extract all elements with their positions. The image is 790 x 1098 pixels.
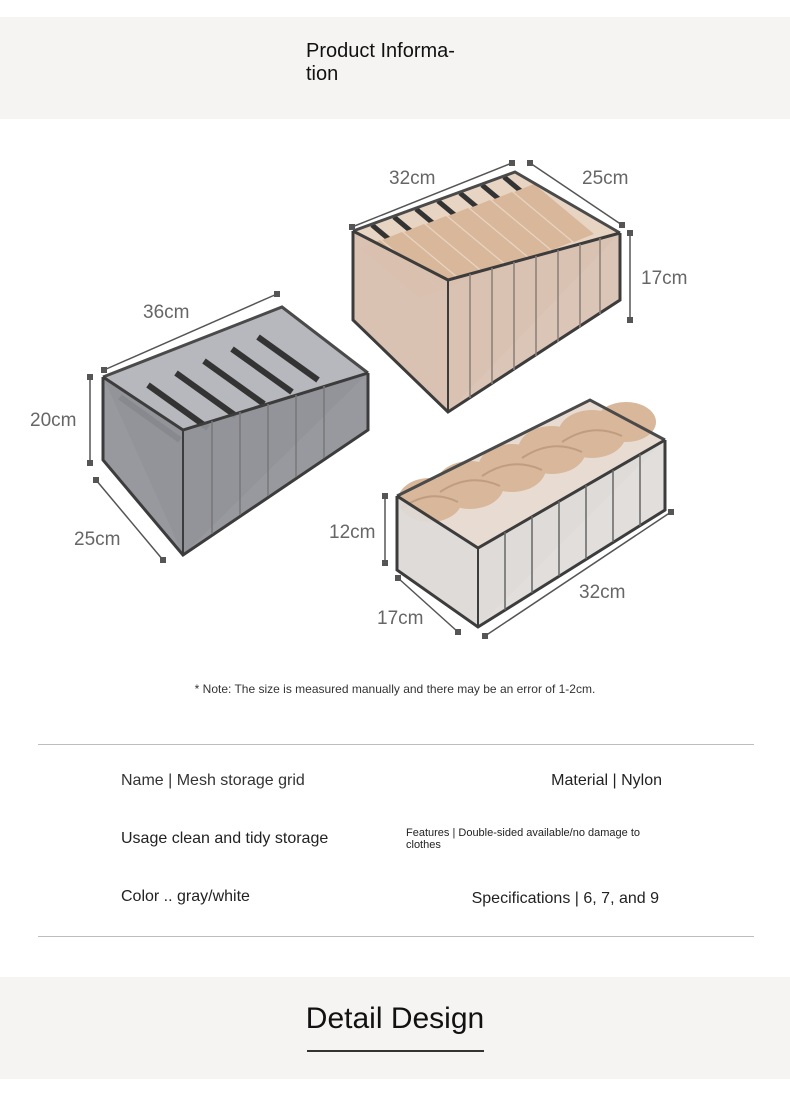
page-title: Product Informa- tion <box>306 40 455 85</box>
spec-features: Features | Double-sided available/no damage to clothes <box>406 827 641 851</box>
spec-material: Material | Nylon <box>551 772 662 789</box>
beige-box-length-label: 32cm <box>389 168 436 189</box>
spec-divider-top <box>38 744 754 745</box>
small-box-height-label: 12cm <box>329 522 376 543</box>
spec-name: Name | Mesh storage grid <box>121 772 305 789</box>
gray-storage-box <box>103 307 368 555</box>
detail-title-underline <box>307 1050 484 1052</box>
small-box-depth-label: 17cm <box>377 608 424 629</box>
small-box-length-label: 32cm <box>579 582 626 603</box>
spec-color: Color .. gray/white <box>121 888 250 905</box>
gray-box-depth-label: 25cm <box>74 529 121 550</box>
detail-design-title: Detail Design <box>305 1002 485 1035</box>
gray-box-height-label: 20cm <box>30 410 77 431</box>
product-dimension-illustration <box>0 130 790 650</box>
spec-usage: Usage clean and tidy storage <box>121 830 329 847</box>
spec-divider-bottom <box>38 936 754 937</box>
beige-box-height-label: 17cm <box>641 268 688 289</box>
beige-box-depth-label: 25cm <box>582 168 629 189</box>
size-note: * Note: The size is measured manually and there may be an error of 1-2cm. <box>194 682 596 696</box>
beige-storage-box <box>353 172 620 412</box>
spec-specifications: Specifications | 6, 7, and 9 <box>471 890 659 907</box>
gray-box-length-label: 36cm <box>143 302 190 323</box>
